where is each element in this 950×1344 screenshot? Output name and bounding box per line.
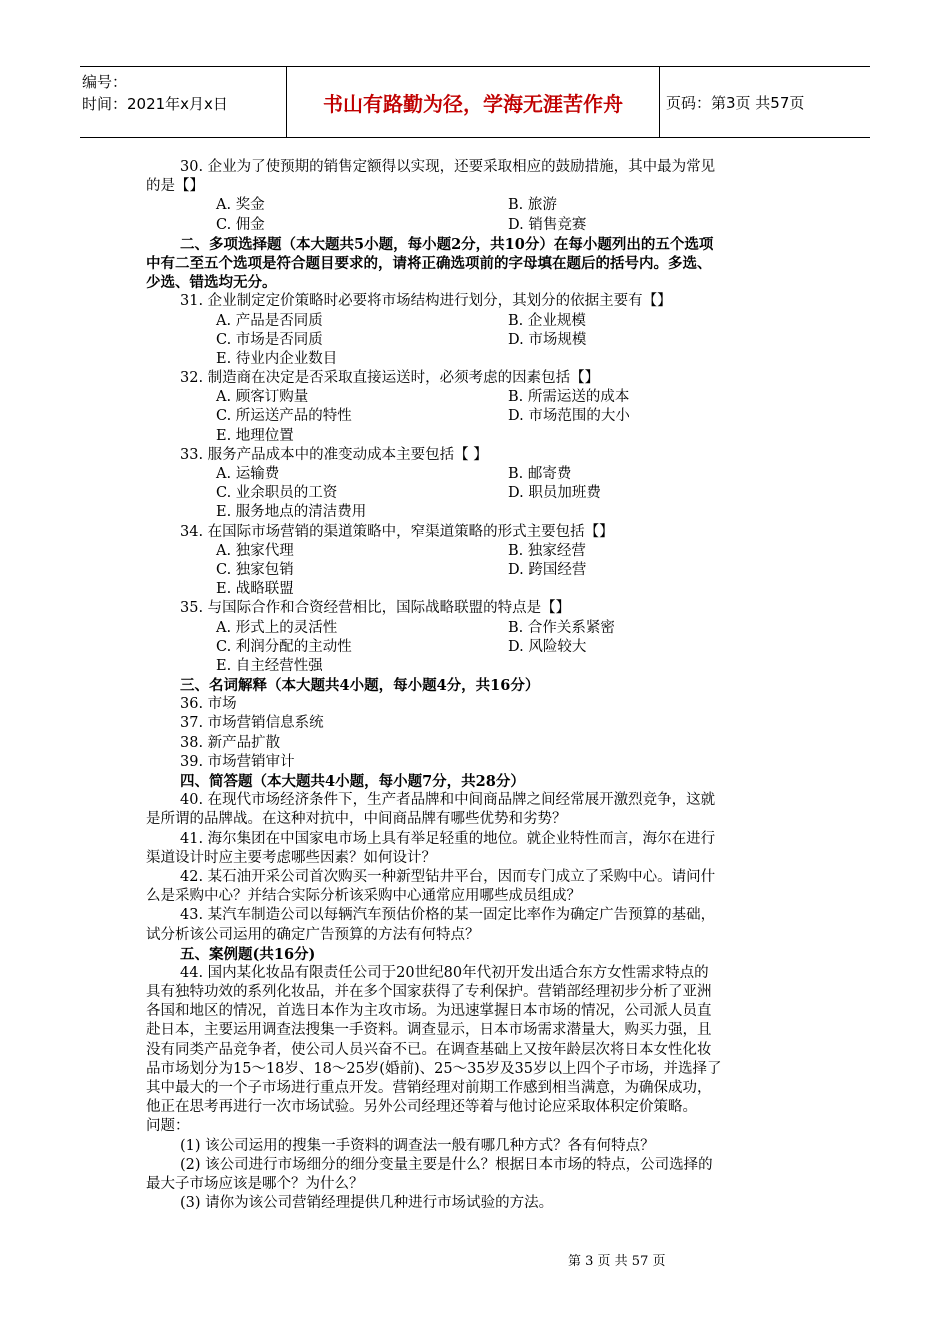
option-e: E. 服务地点的清洁费用: [216, 504, 367, 521]
case-line-2: 具有独特功效的系列化妆品，并在多个国家获得了专利保护。营销部经理初步分析了亚洲: [146, 984, 712, 1001]
question-31-options-ab: [146, 312, 806, 331]
section-2-heading-cont: 中有二至五个选项是符合题目要求的，请将正确选项前的字母填在题后的括号内。多选、: [146, 254, 712, 272]
case-line-6: 品市场划分为15～18岁、18～25岁(婚前)、25～35岁及35岁以上四个子市场，并选择了: [146, 1060, 722, 1077]
question-label: 问题：: [146, 1118, 190, 1135]
option-d: D. 职员加班费: [508, 485, 601, 502]
question-31-option-e: [146, 350, 806, 369]
option-b: B. 邮寄费: [508, 466, 572, 482]
option-c: C. 佣金: [216, 216, 265, 233]
question-32-options-ab: [146, 388, 806, 407]
section-4-heading: 四、简答题（本大题共4小题，每小题7分，共28分）: [180, 773, 525, 790]
question-32-options-cd: [146, 407, 806, 426]
option-c: C. 业余职员的工资: [216, 485, 338, 502]
question-41-line-2: 渠道设计时应主要考虑哪些因素？如何设计？: [146, 849, 436, 866]
page-header: [80, 66, 870, 138]
option-a: A. 奖金: [216, 197, 265, 214]
page-footer: 第 3 页 共 57 页: [568, 1254, 666, 1269]
question-35-options-cd: [146, 638, 806, 657]
question-35-stem: 35. 与国际合作和合资经营相比，国际战略联盟的特点是【】: [180, 600, 571, 617]
option-a: A. 顾客订购量: [216, 389, 309, 406]
question-31-options-cd: [146, 331, 806, 350]
option-a: A. 独家代理: [216, 542, 294, 559]
term-37: 37. 市场营销信息系统: [180, 715, 324, 732]
option-c: C. 市场是否同质: [216, 331, 323, 348]
number-label: 编号：: [82, 73, 128, 91]
option-a: A. 产品是否同质: [216, 312, 323, 329]
question-42-line-2: 么是采购中心？并结合实际分析该采购中心通常应用哪些成员组成？: [146, 888, 581, 905]
option-e: E. 地理位置: [216, 427, 294, 444]
question-33-options-cd: [146, 484, 806, 503]
question-33-options-ab: [146, 465, 806, 484]
option-d: D. 跨国经营: [508, 561, 587, 578]
question-30-options-cd: [146, 216, 806, 235]
question-42-line-1: 42. 某石油开采公司首次购买一种新型钻井平台，因而专门成立了采购中心。请问什: [180, 868, 716, 885]
header-motto: 书山有路勤为径，学海无涯苦作舟: [287, 67, 660, 137]
question-32-option-e: [146, 427, 806, 446]
case-question-2: (2) 该公司进行市场细分的细分变量主要是什么？根据日本市场的特点，公司选择的: [180, 1156, 713, 1173]
question-41-line-1: 41. 海尔集团在中国家电市场上具有举足轻重的地位。就企业特性而言，海尔在进行: [180, 830, 716, 847]
term-39: 39. 市场营销审计: [180, 753, 295, 770]
case-line-4: 赴日本，主要运用调查法搜集一手资料。调查显示，日本市场需求潜量大，购买力强，且: [146, 1022, 712, 1039]
term-36: 36. 市场: [180, 696, 237, 713]
question-43-line-2: 试分析该公司运用的确定广告预算的方法有何特点？: [146, 926, 480, 943]
question-31-stem: 31. 企业制定定价策略时必要将市场结构进行划分，其划分的依据主要有【】: [180, 293, 672, 310]
question-34-option-e: [146, 580, 806, 599]
case-question-3: (3) 请你为该公司营销经理提供几种进行市场试验的方法。: [180, 1195, 554, 1212]
question-34-stem: 34. 在国际市场营销的渠道策略中，窄渠道策略的形式主要包括【】: [180, 523, 614, 540]
question-34-options-cd: [146, 561, 806, 580]
option-c: C. 利润分配的主动性: [216, 638, 352, 655]
option-b: B. 旅游: [508, 197, 557, 214]
header-meta: [80, 67, 287, 137]
case-line-1: 44. 国内某化妆品有限责任公司于20世纪80年代初开发出适合东方女性需求特点的: [180, 964, 709, 981]
section-5-heading: 五、案例题(共16分): [180, 945, 316, 963]
question-33-stem: 33. 服务产品成本中的准变动成本主要包括【 】: [180, 446, 488, 463]
option-b: B. 合作关系紧密: [508, 619, 615, 636]
option-b: B. 独家经营: [508, 542, 586, 559]
section-3-heading: 三、名词解释（本大题共4小题，每小题4分，共16分）: [180, 677, 540, 695]
option-d: D. 风险较大: [508, 638, 587, 655]
option-a: A. 形式上的灵活性: [216, 619, 338, 636]
question-33-option-e: [146, 503, 806, 522]
question-32-stem: 32. 制造商在决定是否采取直接运送时，必须考虑的因素包括【】: [180, 370, 600, 387]
option-d: D. 销售竞赛: [508, 216, 587, 233]
option-d: D. 市场范围的大小: [508, 408, 630, 425]
case-line-3: 各国和地区的情况，首选日本作为主攻市场。为迅速掌握日本市场的情况，公司派人员直: [146, 1003, 712, 1020]
question-43-line-1: 43. 某汽车制造公司以每辆汽车预估价格的某一固定比率作为确定广告预算的基础，: [180, 907, 716, 924]
option-e: E. 自主经营性强: [216, 657, 323, 674]
time-label: 时间：2021年x月x日: [82, 95, 228, 113]
option-b: B. 企业规模: [508, 312, 586, 329]
case-line-7: 其中最大的一个子市场进行重点开发。营销经理对前期工作感到相当满意，为确保成功，: [146, 1080, 712, 1096]
question-30-stem: 30. 企业为了使预期的销售定额得以实现，还要采取相应的鼓励措施，其中最为常见: [180, 159, 716, 175]
section-2-heading: 二、多项选择题（本大题共5小题，每小题2分，共10分）在每小题列出的五个选项: [180, 235, 714, 253]
question-35-option-e: [146, 657, 806, 676]
question-34-options-ab: [146, 542, 806, 561]
option-b: B. 所需运送的成本: [508, 389, 630, 406]
case-line-5: 没有同类产品竞争者，使公司人员兴奋不已。在调查基础上又按年龄层次将日本女性化妆: [146, 1041, 712, 1058]
option-d: D. 市场规模: [508, 331, 587, 348]
question-35-options-ab: [146, 619, 806, 638]
header-page-label: 页码：第3页 共57页: [666, 93, 805, 112]
section-2-heading-end: 少选、错选均无分。: [146, 274, 277, 292]
option-e: E. 战略联盟: [216, 581, 294, 598]
question-30-stem-cont: 的是【】: [146, 178, 204, 195]
question-30-options-ab: [146, 196, 806, 215]
option-e: E. 待业内企业数目: [216, 350, 338, 367]
term-38: 38. 新产品扩散: [180, 734, 281, 751]
question-40-line-2: 是所谓的品牌战。在这种对抗中，中间商品牌有哪些优势和劣势？: [146, 811, 567, 828]
option-c: C. 独家包销: [216, 561, 294, 578]
option-a: A. 运输费: [216, 466, 280, 482]
case-question-2-cont: 最大子市场应该是哪个？为什么？: [146, 1175, 364, 1192]
question-40-line-1: 40. 在现代市场经济条件下，生产者品牌和中间商品牌之间经常展开激烈竞争，这就: [180, 792, 716, 809]
case-line-8: 他正在思考再进行一次市场试验。另外公司经理还等着与他讨论应采取体积定价策略。: [146, 1099, 697, 1116]
document-body: [146, 158, 806, 1213]
case-question-1: (1) 该公司运用的搜集一手资料的调查法一般有哪几种方式？各有何特点？: [180, 1137, 655, 1154]
option-c: C. 所运送产品的特性: [216, 408, 352, 425]
